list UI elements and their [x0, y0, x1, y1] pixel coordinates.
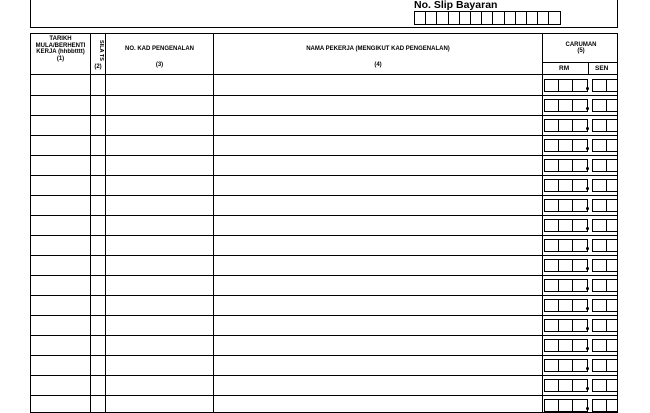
- decimal-point: [586, 187, 589, 190]
- col1-header: [31, 36, 90, 62]
- sen-digit-box[interactable]: [607, 360, 619, 371]
- decimal-point: [586, 247, 589, 250]
- rm-digit-box[interactable]: [559, 280, 573, 291]
- rm-amount-boxes[interactable]: [544, 219, 588, 232]
- table-row[interactable]: [31, 396, 617, 413]
- rm-amount-boxes[interactable]: [544, 379, 588, 392]
- slip-digit-box[interactable]: [527, 12, 538, 24]
- table-row[interactable]: [31, 156, 617, 176]
- col5-title: CARUMAN: [543, 42, 618, 49]
- rm-amount-boxes[interactable]: [544, 259, 588, 272]
- sen-digit-box[interactable]: [593, 240, 607, 251]
- table-row[interactable]: [31, 256, 617, 276]
- table-row[interactable]: [31, 376, 617, 396]
- rm-amount-boxes[interactable]: [544, 239, 588, 252]
- col5-number: (5): [543, 48, 618, 54]
- rm-digit-box[interactable]: [573, 220, 587, 231]
- slip-bayaran-label: No. Slip Bayaran: [414, 0, 497, 11]
- rm-digit-box[interactable]: [573, 360, 587, 371]
- slip-digit-box[interactable]: [549, 12, 560, 24]
- slip-digit-box[interactable]: [471, 12, 482, 24]
- sen-digit-box[interactable]: [607, 80, 619, 91]
- table-row[interactable]: [31, 136, 617, 156]
- decimal-point: [586, 87, 589, 90]
- rm-digit-box[interactable]: [545, 140, 559, 151]
- sen-digit-box[interactable]: [593, 380, 607, 391]
- rm-digit-box[interactable]: [545, 80, 559, 91]
- rm-digit-box[interactable]: [573, 340, 587, 351]
- sen-digit-box[interactable]: [607, 400, 619, 411]
- rm-amount-boxes[interactable]: [544, 359, 588, 372]
- table-row[interactable]: [31, 296, 617, 316]
- sen-amount-boxes[interactable]: [592, 339, 618, 352]
- slip-digit-box[interactable]: [538, 12, 549, 24]
- rm-digit-box[interactable]: [545, 180, 559, 191]
- rm-digit-box[interactable]: [573, 120, 587, 131]
- sen-amount-boxes[interactable]: [592, 299, 618, 312]
- decimal-point: [586, 147, 589, 150]
- rm-digit-box[interactable]: [573, 380, 587, 391]
- rm-digit-box[interactable]: [545, 300, 559, 311]
- sen-amount-boxes[interactable]: [592, 359, 618, 372]
- sen-digit-box[interactable]: [593, 300, 607, 311]
- sen-digit-box[interactable]: [593, 200, 607, 211]
- decimal-point: [586, 287, 589, 290]
- sen-amount-boxes[interactable]: [592, 319, 618, 332]
- sen-digit-box[interactable]: [593, 360, 607, 371]
- rm-digit-box[interactable]: [559, 300, 573, 311]
- table-row[interactable]: [31, 236, 617, 256]
- table-row[interactable]: [31, 336, 617, 356]
- sen-digit-box[interactable]: [593, 320, 607, 331]
- rm-digit-box[interactable]: [559, 360, 573, 371]
- rm-amount-boxes[interactable]: [544, 339, 588, 352]
- rm-digit-box[interactable]: [559, 240, 573, 251]
- rm-digit-box[interactable]: [559, 340, 573, 351]
- sen-digit-box[interactable]: [593, 160, 607, 171]
- rm-label: RM: [559, 65, 569, 72]
- rm-amount-boxes[interactable]: [544, 179, 588, 192]
- rm-digit-box[interactable]: [545, 160, 559, 171]
- slip-bayaran-input-boxes[interactable]: [414, 11, 561, 25]
- rm-digit-box[interactable]: [559, 320, 573, 331]
- slip-digit-box[interactable]: [460, 12, 471, 24]
- col2-number: (2): [91, 64, 105, 70]
- decimal-point: [586, 327, 589, 330]
- rm-amount-boxes[interactable]: [544, 79, 588, 92]
- rm-digit-box[interactable]: [573, 200, 587, 211]
- rm-digit-box[interactable]: [545, 340, 559, 351]
- sen-digit-box[interactable]: [593, 180, 607, 191]
- sen-amount-boxes[interactable]: [592, 399, 618, 412]
- rm-digit-box[interactable]: [573, 240, 587, 251]
- sen-digit-box[interactable]: [607, 300, 619, 311]
- rm-digit-box[interactable]: [559, 380, 573, 391]
- decimal-point: [586, 107, 589, 110]
- sen-digit-box[interactable]: [593, 120, 607, 131]
- rm-digit-box[interactable]: [559, 80, 573, 91]
- table-row[interactable]: [31, 96, 617, 116]
- rm-digit-box[interactable]: [545, 240, 559, 251]
- table-row[interactable]: [31, 276, 617, 296]
- rm-digit-box[interactable]: [559, 180, 573, 191]
- slip-digit-box[interactable]: [415, 12, 426, 24]
- decimal-point: [586, 307, 589, 310]
- sen-digit-box[interactable]: [607, 280, 619, 291]
- sen-amount-boxes[interactable]: [592, 199, 618, 212]
- rm-digit-box[interactable]: [559, 200, 573, 211]
- sen-digit-box[interactable]: [607, 100, 619, 111]
- rm-digit-box[interactable]: [559, 400, 573, 411]
- rm-digit-box[interactable]: [545, 400, 559, 411]
- rm-amount-boxes[interactable]: [544, 299, 588, 312]
- sen-digit-box[interactable]: [607, 160, 619, 171]
- table-row[interactable]: [31, 196, 617, 216]
- rm-digit-box[interactable]: [559, 260, 573, 271]
- slip-digit-box[interactable]: [516, 12, 527, 24]
- table-row[interactable]: [31, 116, 617, 136]
- sen-digit-box[interactable]: [607, 240, 619, 251]
- sen-amount-boxes[interactable]: [592, 79, 618, 92]
- sen-amount-boxes[interactable]: [592, 379, 618, 392]
- sen-digit-box[interactable]: [593, 340, 607, 351]
- rm-digit-box[interactable]: [545, 320, 559, 331]
- rm-amount-boxes[interactable]: [544, 199, 588, 212]
- sen-digit-box[interactable]: [607, 200, 619, 211]
- rm-digit-box[interactable]: [559, 160, 573, 171]
- rm-digit-box[interactable]: [573, 80, 587, 91]
- rm-digit-box[interactable]: [573, 300, 587, 311]
- sen-digit-box[interactable]: [593, 280, 607, 291]
- rm-amount-boxes[interactable]: [544, 99, 588, 112]
- rm-digit-box[interactable]: [545, 360, 559, 371]
- sen-digit-box[interactable]: [607, 260, 619, 271]
- col3-number: (3): [106, 62, 213, 68]
- slip-digit-box[interactable]: [426, 12, 437, 24]
- rm-digit-box[interactable]: [545, 280, 559, 291]
- rm-digit-box[interactable]: [573, 160, 587, 171]
- contribution-table: [30, 33, 618, 413]
- sen-amount-boxes[interactable]: [592, 139, 618, 152]
- col3-title: NO. KAD PENGENALAN: [106, 46, 213, 53]
- sen-digit-box[interactable]: [607, 380, 619, 391]
- sen-digit-box[interactable]: [607, 220, 619, 231]
- rm-digit-box[interactable]: [573, 280, 587, 291]
- slip-digit-box[interactable]: [505, 12, 516, 24]
- sen-digit-box[interactable]: [593, 260, 607, 271]
- rm-digit-box[interactable]: [573, 180, 587, 191]
- slip-digit-box[interactable]: [482, 12, 493, 24]
- decimal-point: [586, 267, 589, 270]
- rm-digit-box[interactable]: [573, 100, 587, 111]
- table-row[interactable]: [31, 356, 617, 376]
- slip-digit-box[interactable]: [437, 12, 448, 24]
- sen-amount-boxes[interactable]: [592, 219, 618, 232]
- decimal-point: [586, 207, 589, 210]
- col4-title: NAMA PEKERJA (MENGIKUT KAD PENGENALAN): [214, 46, 542, 53]
- rm-digit-box[interactable]: [573, 140, 587, 151]
- rm-digit-box[interactable]: [545, 380, 559, 391]
- sen-amount-boxes[interactable]: [592, 239, 618, 252]
- decimal-point: [586, 127, 589, 130]
- rm-amount-boxes[interactable]: [544, 139, 588, 152]
- sen-digit-box[interactable]: [593, 140, 607, 151]
- sen-digit-box[interactable]: [593, 400, 607, 411]
- col1-number: (1): [57, 56, 64, 62]
- table-row[interactable]: [31, 76, 617, 96]
- sen-digit-box[interactable]: [593, 220, 607, 231]
- sen-digit-box[interactable]: [607, 340, 619, 351]
- sen-digit-box[interactable]: [593, 100, 607, 111]
- sen-digit-box[interactable]: [607, 120, 619, 131]
- decimal-point: [586, 367, 589, 370]
- sen-amount-boxes[interactable]: [592, 259, 618, 272]
- decimal-point: [586, 407, 589, 410]
- slip-digit-box[interactable]: [493, 12, 504, 24]
- rm-digit-box[interactable]: [573, 260, 587, 271]
- decimal-point: [586, 347, 589, 350]
- rm-digit-box[interactable]: [545, 120, 559, 131]
- sen-digit-box[interactable]: [607, 180, 619, 191]
- sen-amount-boxes[interactable]: [592, 119, 618, 132]
- col4-number: (4): [214, 62, 542, 68]
- sen-digit-box[interactable]: [607, 140, 619, 151]
- rm-digit-box[interactable]: [559, 100, 573, 111]
- rm-digit-box[interactable]: [545, 220, 559, 231]
- table-row[interactable]: [31, 316, 617, 336]
- sen-label: SEN: [595, 65, 608, 72]
- rm-digit-box[interactable]: [573, 400, 587, 411]
- rm-amount-boxes[interactable]: [544, 119, 588, 132]
- rm-digit-box[interactable]: [559, 120, 573, 131]
- sen-amount-boxes[interactable]: [592, 179, 618, 192]
- sen-digit-box[interactable]: [593, 80, 607, 91]
- col2-header: SILA TS: [92, 36, 104, 64]
- rm-digit-box[interactable]: [573, 320, 587, 331]
- decimal-point: [586, 387, 589, 390]
- rm-digit-box[interactable]: [545, 260, 559, 271]
- rm-digit-box[interactable]: [545, 200, 559, 211]
- sen-amount-boxes[interactable]: [592, 279, 618, 292]
- rm-amount-boxes[interactable]: [544, 399, 588, 412]
- rm-amount-boxes[interactable]: [544, 159, 588, 172]
- sen-digit-box[interactable]: [607, 320, 619, 331]
- decimal-point: [586, 227, 589, 230]
- rm-digit-box[interactable]: [559, 220, 573, 231]
- sen-amount-boxes[interactable]: [592, 159, 618, 172]
- rm-digit-box[interactable]: [545, 100, 559, 111]
- table-row[interactable]: [31, 176, 617, 196]
- decimal-point: [586, 167, 589, 170]
- sen-amount-boxes[interactable]: [592, 99, 618, 112]
- slip-digit-box[interactable]: [449, 12, 460, 24]
- col1-title: TARIKH MULA/BERHENTI KERJA (hhbbtttt): [36, 36, 86, 55]
- rm-amount-boxes[interactable]: [544, 279, 588, 292]
- table-row[interactable]: [31, 216, 617, 236]
- rm-digit-box[interactable]: [559, 140, 573, 151]
- rm-amount-boxes[interactable]: [544, 319, 588, 332]
